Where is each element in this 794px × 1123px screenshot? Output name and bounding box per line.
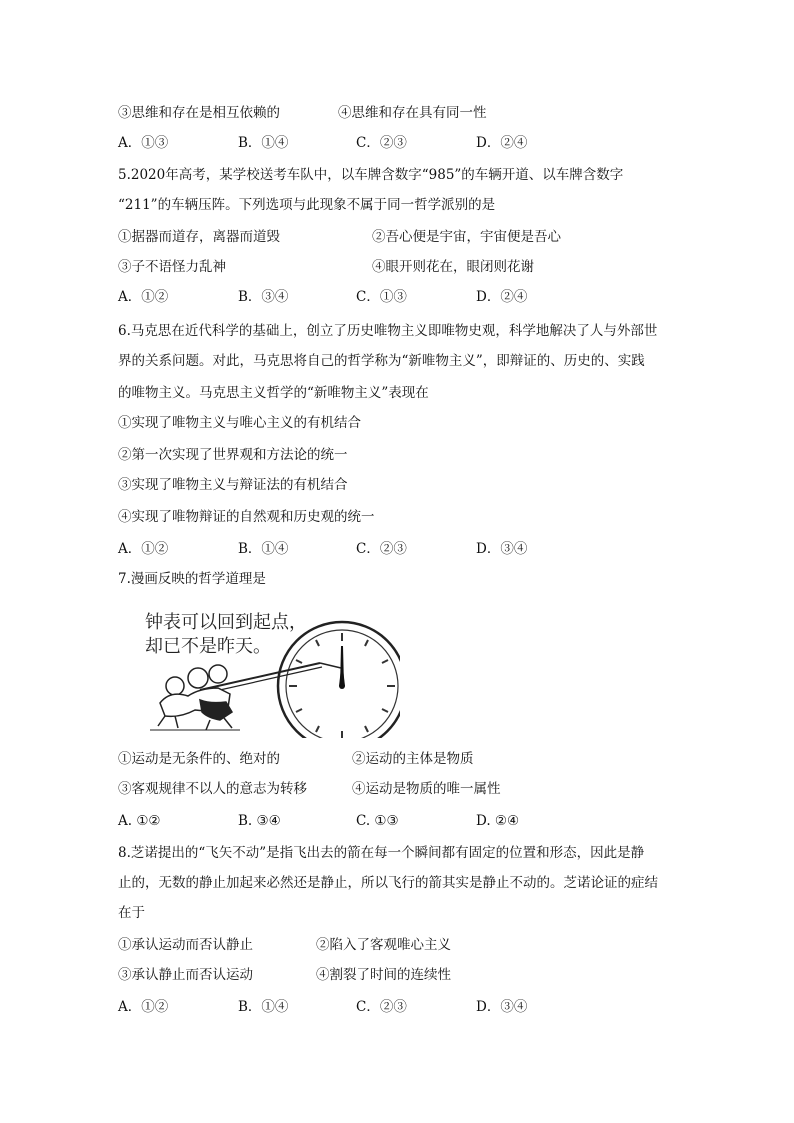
q4-choice-4: ④思维和存在具有同一性	[338, 105, 487, 121]
q4-option-a: A．①③	[118, 135, 169, 151]
q7-choice-4: ④运动是物质的唯一属性	[352, 781, 501, 797]
q5-choice-3: ③子不语怪力乱神	[118, 259, 226, 275]
q7-option-a: A. ①②	[118, 813, 161, 829]
q4-option-b: B．①④	[238, 135, 289, 151]
q6-item-1: ①实现了唯物主义与唯心主义的有机结合	[118, 415, 361, 431]
q5-choice-1: ①据器而道存，离器而道毁	[118, 229, 280, 245]
q8-stem-line-2: 止的，无数的静止加起来必然还是静止，所以飞行的箭其实是静止不动的。芝诺论证的症结	[118, 875, 658, 891]
clock-cartoon	[140, 608, 400, 738]
q5-option-d: D．②④	[476, 289, 528, 305]
q8-stem-line-3: 在于	[118, 905, 145, 921]
q8-choice-1: ①承认运动而否认静止	[118, 937, 253, 953]
q7-choice-2: ②运动的主体是物质	[352, 751, 474, 767]
q5-stem-line-1: 5.2020年高考，某学校送考车队中，以车牌含数字“985”的车辆开道、以车牌含数字	[118, 167, 624, 183]
q4-option-c: C．②③	[356, 135, 407, 151]
q7-choice-3: ③客观规律不以人的意志为转移	[118, 781, 307, 797]
clock-icon	[278, 622, 400, 738]
cartoon-drawing	[140, 608, 400, 738]
q4-choice-3: ③思维和存在是相互依赖的	[118, 105, 280, 121]
q7-option-c: C. ①③	[356, 813, 399, 829]
q7-choice-1: ①运动是无条件的、绝对的	[118, 751, 280, 767]
q4-option-d: D．②④	[476, 135, 528, 151]
q8-option-d: D．③④	[476, 999, 528, 1015]
q6-option-a: A．①②	[118, 541, 169, 557]
q5-option-b: B．③④	[238, 289, 289, 305]
q5-choice-2: ②吾心便是宇宙，宇宙便是吾心	[372, 229, 561, 245]
q8-choice-4: ④割裂了时间的连续性	[316, 967, 451, 983]
q6-stem-line-1: 6.马克思在近代科学的基础上，创立了历史唯物主义即唯物史观，科学地解决了人与外部世	[118, 323, 658, 339]
q5-choice-4: ④眼开则花在，眼闭则花谢	[372, 259, 534, 275]
q7-option-b: B. ③④	[238, 813, 281, 829]
cartoon-caption-line-2: 却已不是昨天。	[145, 636, 271, 657]
q7-option-d: D. ②④	[476, 813, 520, 829]
q5-option-c: C．①③	[356, 289, 407, 305]
q6-item-2: ②第一次实现了世界观和方法论的统一	[118, 447, 348, 463]
q8-option-b: B．①④	[238, 999, 289, 1015]
q6-stem-line-2: 界的关系问题。对此，马克思将自己的哲学称为“新唯物主义”，即辩证的、历史的、实践	[118, 353, 645, 369]
q6-stem-line-3: 的唯物主义。马克思主义哲学的“新唯物主义”表现在	[118, 385, 429, 401]
q8-stem-line-1: 8.芝诺提出的“飞矢不动”是指飞出去的箭在每一个瞬间都有固定的位置和形态，因此是静	[118, 845, 645, 861]
q8-choice-2: ②陷入了客观唯心主义	[316, 937, 451, 953]
q8-option-c: C．②③	[356, 999, 407, 1015]
q8-option-a: A．①②	[118, 999, 169, 1015]
q6-option-d: D．③④	[476, 541, 528, 557]
q8-choice-3: ③承认静止而否认运动	[118, 967, 253, 983]
q6-option-c: C．②③	[356, 541, 407, 557]
q5-stem-line-2: “211”的车辆压阵。下列选项与此现象不属于同一哲学派别的是	[118, 197, 496, 213]
q6-option-b: B．①④	[238, 541, 289, 557]
people-pulling-icon	[150, 665, 240, 730]
q7-stem: 7.漫画反映的哲学道理是	[118, 571, 266, 587]
q6-item-4: ④实现了唯物辩证的自然观和历史观的统一	[118, 509, 375, 525]
q6-item-3: ③实现了唯物主义与辩证法的有机结合	[118, 477, 348, 493]
cartoon-caption-line-1: 钟表可以回到起点，	[145, 612, 307, 633]
q5-option-a: A．①②	[118, 289, 169, 305]
